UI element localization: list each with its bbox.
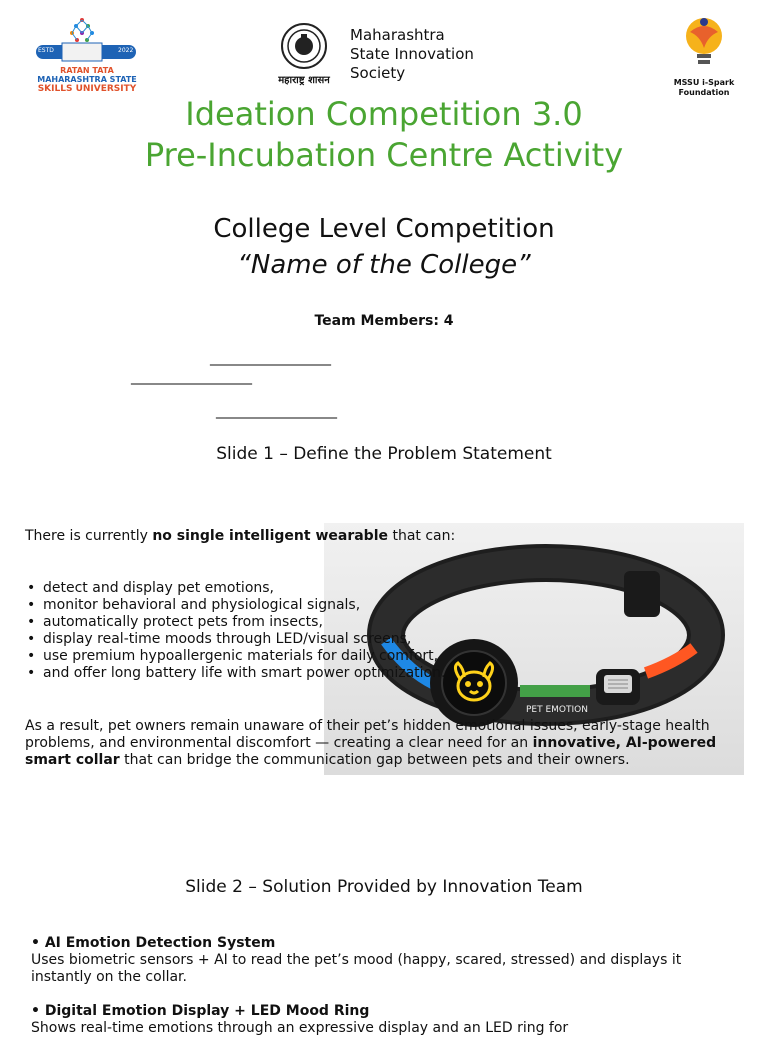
collar-label: PET EMOTION [526, 705, 588, 715]
college-name: “Name of the College” [237, 250, 531, 280]
member-blank-3: ____________________ [216, 403, 336, 419]
feature-2-text: Shows real-time emotions through an expressive display and an LED ring for [31, 1020, 569, 1036]
logo-line-3: SKILLS UNIVERSITY [37, 84, 137, 94]
mssu-logo [32, 12, 142, 98]
list-item: • use premium hypoallergenic materials for daily comfort, [25, 648, 465, 665]
feature-1-text: Uses biometric sensors + AI to read the pet’s mood (happy, scared, stressed) and displays it instantly on the collar. [31, 952, 682, 985]
slide1-title: Slide 1 – Define the Problem Statement [216, 444, 552, 464]
estd-badge: ESTD [38, 47, 54, 54]
problem-bullets [25, 580, 465, 682]
lightbulb-icon [680, 14, 728, 72]
list-item: • detect and display pet emotions, [25, 580, 465, 597]
ispark-line-1: MSSU i-Spark [673, 78, 735, 87]
team-members: Team Members: 4 [314, 313, 454, 329]
slide2-title: Slide 2 – Solution Provided by Innovation Team [185, 877, 583, 897]
problem-intro: There is currently no single intelligent wearable that can: [25, 528, 456, 544]
member-blank-2: ____________________ [131, 369, 251, 385]
ispark-logo [666, 14, 742, 100]
feature-1-title: • AI Emotion Detection System [31, 935, 276, 951]
title-line-1: Ideation Competition 3.0 [185, 95, 583, 133]
ispark-line-2: Foundation [678, 88, 730, 97]
seal-icon [280, 22, 328, 72]
title-line-2: Pre-Incubation Centre Activity [144, 136, 624, 174]
msins-line-2: State Innovation [350, 45, 474, 63]
competition-level: College Level Competition [213, 214, 555, 244]
list-item: • monitor behavioral and physiological signals, [25, 597, 465, 614]
list-item: • display real-time moods through LED/visual screens, [25, 631, 465, 648]
seal-caption: महाराष्ट्र शासन [278, 75, 330, 86]
msins-logo [268, 22, 508, 88]
logo-line-2: MAHARASHTRA STATE [37, 75, 137, 84]
year-badge: 2022 [118, 47, 134, 54]
list-item: • and offer long battery life with smart power optimization. [25, 665, 465, 682]
msins-line-3: Society [350, 64, 406, 82]
feature-2-title: • Digital Emotion Display + LED Mood Ring [31, 1003, 370, 1019]
logo-line-1: RATAN TATA [60, 66, 114, 75]
member-blank-1: ____________________ [210, 350, 330, 366]
msins-line-1: Maharashtra [350, 26, 445, 44]
problem-result: As a result, pet owners remain unaware of their pet’s hidden emotional issues, early-stage health problems, and environmental discomfort — creating a clear need for an innovative, AI-powered smart collar that can bridge the communication gap between pets and their owners. [25, 718, 717, 768]
list-item: • automatically protect pets from insects, [25, 614, 465, 631]
